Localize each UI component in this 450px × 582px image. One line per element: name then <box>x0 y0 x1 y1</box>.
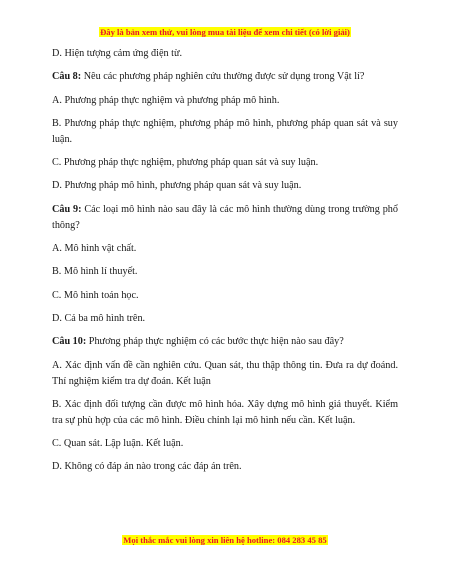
document-body <box>52 46 398 483</box>
question-8 <box>52 69 398 85</box>
question-10-text: Phương pháp thực nghiệm có các bước thực hiện nào sau đây? <box>86 336 344 348</box>
question-9-text: Các loại mô hình nào sau đây là các mô hình thường dùng trong trường phổ thông? <box>52 203 398 231</box>
question-8-text: Nêu các phương pháp nghiên cứu thường được sử dụng trong Vật lí? <box>81 71 365 83</box>
question-10-option-a: A. Xác định vấn đề cần nghiên cứu. Quan sát, thu thập thông tin. Đưa ra dự đoánd. Thí nghiệm kiểm tra dự đoán. Kết luận <box>52 359 398 387</box>
question-10-option-d: D. Không có đáp án nào trong các đáp án trên. <box>52 461 242 473</box>
question-9-option-d: D. Cả ba mô hình trên. <box>52 312 146 324</box>
question-10 <box>52 334 398 350</box>
question-9 <box>52 202 398 234</box>
question-10-option-b: B. Xác định đối tượng cần được mô hình hóa. Xây dựng mô hình giả thuyết. Kiểm tra sự phù hợp của các mô hình. Điều chỉnh lại mô hình nếu cần. Kết luận. <box>52 398 398 426</box>
question-8-option-b: B. Phương pháp thực nghiệm, phương pháp mô hình, phương pháp quan sát và suy luận. <box>52 117 398 145</box>
preview-notice-text: Đây là bản xem thử, vui lòng mua tài liệu để xem chi tiết (có lời giải) <box>100 27 350 37</box>
preview-notice-banner <box>0 27 450 37</box>
question-8-option-a: A. Phương pháp thực nghiệm và phương pháp mô hình. <box>52 94 280 106</box>
question-8-option-c: C. Phương pháp thực nghiệm, phương pháp quan sát và suy luận. <box>52 157 319 169</box>
question-8-label: Câu 8: <box>52 71 82 83</box>
previous-question-option-d: D. Hiện tượng cảm ứng điện từ. <box>52 48 183 59</box>
question-9-option-a: A. Mô hình vật chất. <box>52 243 137 255</box>
hotline-notice-text: Mọi thắc mắc vui lòng xin liên hệ hotline: 084 283 45 85 <box>123 535 327 545</box>
question-10-label: Câu 10: <box>52 336 87 348</box>
hotline-notice-banner <box>0 535 450 545</box>
question-8-option-d: D. Phương pháp mô hình, phương pháp quan sát và suy luận. <box>52 180 302 192</box>
question-9-option-c: C. Mô hình toán học. <box>52 289 139 301</box>
question-9-label: Câu 9: <box>52 203 82 215</box>
question-10-option-c: C. Quan sát. Lập luận. Kết luận. <box>52 438 184 450</box>
question-9-option-b: B. Mô hình lí thuyết. <box>52 266 138 278</box>
